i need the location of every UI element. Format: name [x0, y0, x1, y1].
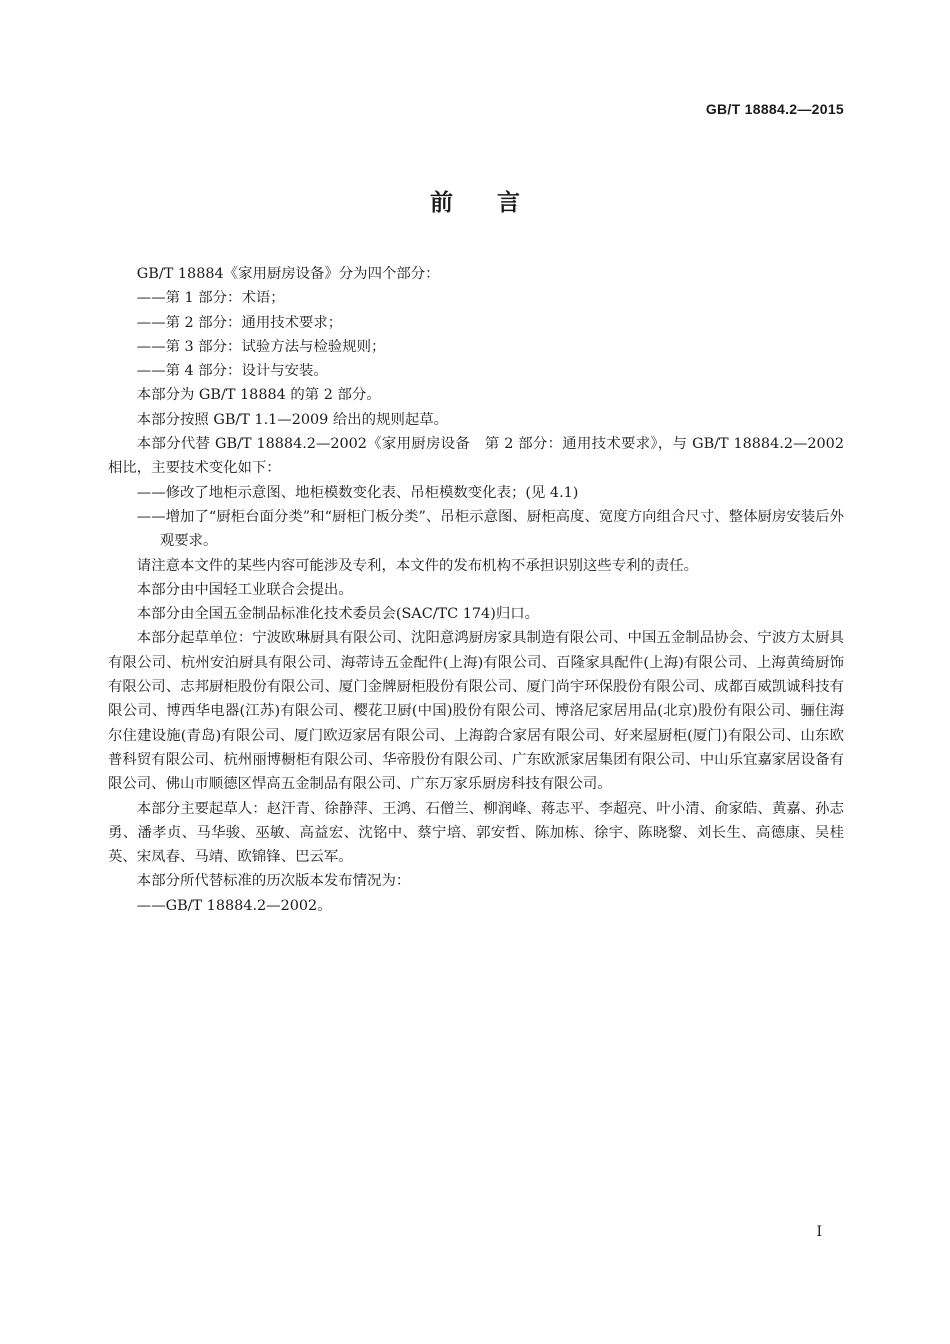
paragraph-parts-intro: GB/T 18884《家用厨房设备》分为四个部分： [136, 266, 440, 282]
standard-code-header: GB/T 18884.2—2015 [705, 101, 844, 117]
paragraph-previous-editions: 本部分所代替标准的历次版本发布情况为： [136, 873, 411, 890]
list-item-change-2: ——增加了“厨柜台面分类”和“厨柜门板分类”、吊柜示意图、厨柜高度、宽度方向组合尺寸、整体厨房安装后外观要求。 [136, 508, 844, 550]
list-item-previous-edition: ——GB/T 18884.2—2002。 [136, 897, 332, 914]
paragraph-patent-notice: 请注意本文件的某些内容可能涉及专利，本文件的发布机构不承担识别这些专利的责任。 [136, 557, 699, 574]
page-title: 前言 [430, 190, 564, 216]
list-item-part-4: ——第 4 部分：设计与安装。 [136, 363, 328, 380]
list-item-part-2: ——第 2 部分：通用技术要求； [136, 314, 343, 331]
foreword-body [108, 262, 849, 918]
paragraph-centralized-by: 本部分由全国五金制品标准化技术委员会(SAC/TC 174)归口。 [136, 606, 539, 623]
paragraph-replaces: 本部分代替 GB/T 18884.2—2002《家用厨房设备 第 2 部分：通用技术要求》，与 GB/T 18884.2—2002 相比，主要技术变化如下： [108, 436, 849, 477]
list-item-part-3: ——第 3 部分：试验方法与检验规则； [136, 338, 386, 355]
paragraph-drafting-rules: 本部分按照 GB/T 1.1—2009 给出的规则起草。 [136, 411, 449, 428]
paragraph-drafting-units: 本部分起草单位：宁波欧琳厨具有限公司、沈阳意鸿厨房家具制造有限公司、中国五金制品协会、宁波方太厨具有限公司、杭州安泊厨具有限公司、海蒂诗五金配件(上海)有限公司、百隆家具配件(上海)有限公司、上海黄绮厨饰有限公司、志邦厨柜股份有限公司、厦门金牌厨柜股份有限公司、厦门尚宇环保股份有限公司、成都百威凯诚科技有限公司、博西华电器(江苏)有限公司、樱花卫厨(中国)股份有限公司、博洛尼家居用品(北京)股份有限公司、骊住海尔住建设施(青岛)有限公司、厦门欧迈家居有限公司、上海韵合家居有限公司、好来屋厨柜(厦门)有限公司、山东欧普科贸有限公司、杭州丽博橱柜有限公司、华帝股份有限公司、广东欧派家居集团有限公司、中山乐宜嘉家居设备有限公司、佛山市顺德区悍高五金制品有限公司、广东万家乐厨房科技有限公司。 [108, 630, 844, 793]
list-item-part-1: ——第 1 部分：术语； [136, 290, 285, 307]
list-item-change-1: ——修改了地柜示意图、地柜模数变化表、吊柜模数变化表；(见 4.1) [136, 484, 579, 501]
paragraph-proposed-by: 本部分由中国轻工业联合会提出。 [136, 581, 353, 598]
page-number: I [816, 1224, 822, 1240]
paragraph-this-part: 本部分为 GB/T 18884 的第 2 部分。 [136, 387, 381, 404]
paragraph-drafters: 本部分主要起草人：赵汗青、徐静萍、王鸿、石僧兰、柳润峰、蒋志平、李超亮、叶小清、俞家皓、黄嘉、孙志勇、潘孝贞、马华骏、巫敏、高益宏、沈铭中、蔡宁培、郭安哲、陈加栋、徐宇、陈晓黎、刘长生、高德康、吴桂英、宋凤春、马靖、欧锦锋、巴云军。 [108, 800, 844, 866]
